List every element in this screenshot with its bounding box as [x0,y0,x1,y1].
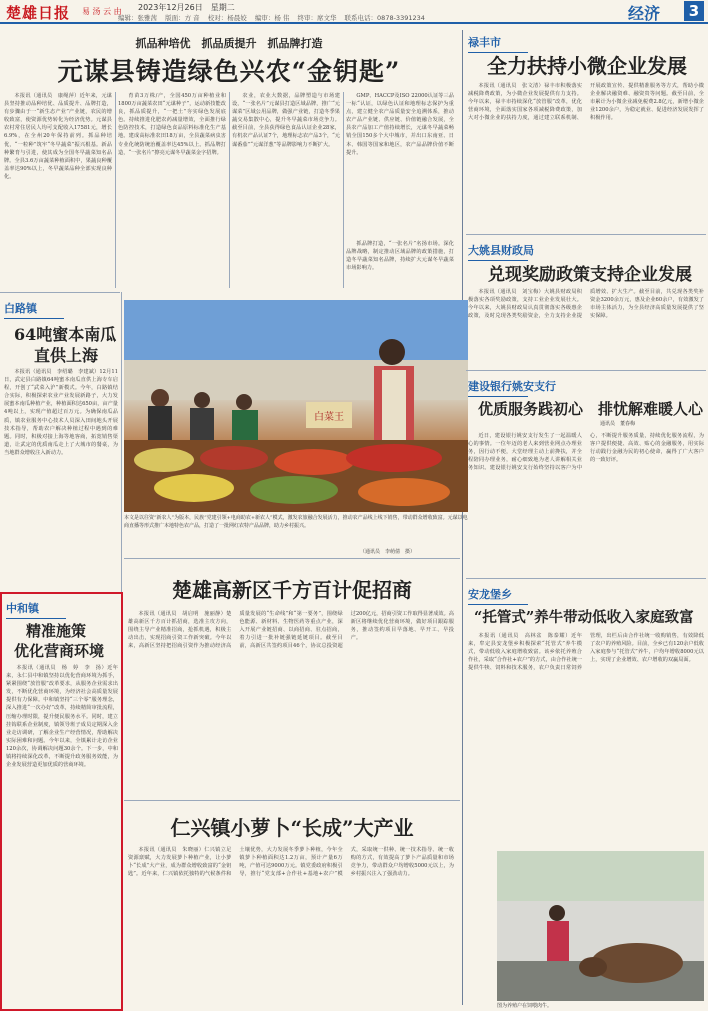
barn-roof-shape [497,851,704,901]
page-number: 3 [684,1,704,21]
logo-subtitle: 易 汤 云 由 [82,7,122,16]
story-headline-bailu-2: 直供上海 [34,346,99,365]
story-headline-gaoxin: 楚雄高新区千方百计促招商 [172,578,412,602]
main-body-col2: 育苗3万株/产，全国450万亩种植业和1800万亩蔬菜农田“元谋种子”，运动新技能改良，抓品质提升，“一把土”夯实绿色发展底色。持续推进化肥农药减量增效，全面推行绿色防控技术，打造绿色食品原料标准化生产基地。建成高标准农田18万亩，全县蔬菜病虫害专业化统防统治覆盖率达45%以上。抓品牌打造，“一张名片”擦亮元谋冬早蔬菜金字招牌。 [118,93,226,156]
main-headline: 元谋县铸造绿色兴农“金钥匙” [57,57,401,86]
produce-icon [346,444,442,472]
photo-caption: 本文是以往资“新农人”为版本，民族“党建引领+电商助农+新农人”模式，激发农旅融合发展活力，推动农产品线上线下销售，带动群众增收致富。元谋以电商直播等形式推广本地特色农产品，打造了一批网红农特产品品牌，助力乡村振兴。 [124,515,468,529]
story-body-gaoxin: 本报讯（通讯员 胡启明 施丽静）楚雄高新区千方百计抓招商，选准主攻方向，围绕主导产业精准招商，抢抓机遇，积极主动出击，实现招商引资工作新突破。今年以来，高新区坚持把招商引资作为推动经济高质量发展的“生命线”和“第一要务”，围绕绿色能源、新材料、生物医药等重点产业，深入开展产业链招商、以商招商、驻点招商，着力引进一批补链强链延链项目。截至目前，高新区共签约项目46个，协议总投资超过200亿元，招商引资工作取得显著成效。高新区将继续优化营商环境，做好项目跟踪服务，推动签约项目早落地、早开工、早投产。 [128,611,454,650]
credit-proof: 校对：杨晨姣 [207,14,247,22]
section-rule [124,558,460,559]
cattle-photo-caption: 图为养殖户在饲喂肉牛。 [497,1003,553,1009]
story-headline-anlongbao: “托管式”养牛带动低收入家庭致富 [474,609,694,626]
column-divider [229,92,230,288]
background-shape [124,360,468,400]
column-divider [343,92,344,288]
story-body-lufeng: 本报讯（通讯员 张文清）禄丰市积极落实减税降费政策，为小微企业发展提供有力支持。今年以来，禄丰市持续深化“放管服”改革，优化营商环境，全面落实国家各项减税降费政策，加大对小微企业的扶持力度，通过建立联系机制、开展政策宣传、提供精准服务等方式，帮助小微企业解决融资难、融资贵等问题。截至目前，全市累计为小微企业减免税费2.8亿元，新增小微企业1200余户，为稳定就业、促进经济发展发挥了积极作用。 [468,83,704,122]
sky-shape [124,300,468,370]
story-prefix-zhonghe: 中和镇 [6,602,39,615]
produce-icon [134,448,194,472]
main-kicker: 抓品种培优 抓品质提升 抓品牌打造 [135,37,323,50]
story-body-anlongbao-cont [468,852,494,1002]
story-body-dayao: 本报讯（通讯员 刘宝梅）大姚县财政局积极落实各项奖励政策，支持工业企业发展壮大。今年以来，大姚县财政局认真贯彻落实各级惠企政策，及时兑现各类奖励资金，全力支持企业提质增效、扩大生产。截至目前，共兑现各类奖补资金3200余万元，惠及企业60余户，有效激发了市场主体活力，为全县经济高质量发展提供了坚实保障。 [468,289,704,320]
story-headline-zhonghe-1: 精准施策 [26,622,87,640]
person-head-icon [194,392,210,408]
story-prefix-dayao: 大姚县财政局 [468,244,534,257]
story-headline-dayao: 兑现奖励政策支持企业发展 [488,265,692,285]
story-body-zhonghe: 本报讯（通讯员 杨 婷 李 扬）近年来，永仁县中和镇坚持以优化营商环境为抓手，紧紧围绕“放管服”改革要求，从服务企业需求出发，不断优化营商环境，为经济社会高质量发展提供有力保障。中和镇坚持“三个零”服务理念，深入推进“一次办好”改革，持续精简审批流程，压缩办理时限，提升便民服务水平。同时，建立挂钩联系企业制度，镇领导班子成员定期深入企业走访调研，了解企业生产经营情况，帮助解决实际困难和问题。今年以来，全镇累计走访企业120余次，协调解决问题30余个。下一步，中和镇将持续深化改革，不断提升政务服务效能，为企业发展营造更加优质的营商环境。 [6,665,118,769]
farmer-body-icon [547,921,569,961]
column-divider [115,92,116,288]
credit-review: 编审：杨 伟 [254,14,290,22]
credit-editor: 编辑：张雅茜 [118,14,157,22]
main-body-col1: 本报讯（通讯员 康绳萍）近年来，元谋县坚持推动品种培优、品质提升、品牌打造，有步骤由于一“新生态产业”产业链，农民的增收致富，使资源优势转化为经济优势。元谋县农村常住居民人均可支配收入17581元，增长6.9%，在全州20年保持前列。抓品种培优，“一粒种”筑牢“冬早蔬菜”振兴根基。新品种繁育与引进，使其成为全国冬早蔬菜知名品牌。全县3.6万亩蔬菜种植面积中，果蔬良种覆盖率达90%以上，冬早蔬菜品种全部实现良种化。 [4,93,112,180]
credit-phone: 联系电话：0878-3391234 [344,14,425,22]
story-byline-jianhang: 通讯员 董春梅 [600,421,636,427]
main-body-col3: 农业，农业大数据，品牌塑造与市场建设，“一张名片”元谋县打造区域品牌，推广“元谋菜”区域公用品牌，做强产业链，打造冬季果蔬交易集散中心，提升冬早蔬菜市场竞争力。截至目前，全县获得绿色食品认证企业28家，有机农产品认证7个，地理标志农产品3个，“元谋番茄”“元谋洋葱”等品牌影响力不断扩大。 [232,93,340,148]
person-head-icon [236,394,252,410]
story-headline-jianhang: 优质服务践初心 排忧解难暖人心 [478,400,704,418]
presenter-vest-icon [382,370,406,440]
cattle-head-icon [579,957,607,977]
section-rule [466,578,706,579]
person-head-icon [151,389,169,407]
main-body-col4b: 抓品牌打造，“一张名片”名扬市场。深化品牌战略，制定推动区域品牌的政策措施，打造冬早蔬菜知名品牌，持续扩大元谋冬早蔬菜市场影响力。 [346,241,454,272]
story-prefix-bailu: 白路镇 [4,302,37,315]
market-photo-illustration [124,300,468,512]
story-headline-lufeng: 全力扶持小微企业发展 [487,54,687,78]
story-headline-bailu-1: 64吨蜜本南瓜 [14,325,117,344]
produce-icon [358,478,450,506]
column-divider [121,292,122,592]
photo-credit: （通讯员 李萌倩 摄） [360,549,416,555]
product-sign-text: 白菜王 [314,412,344,423]
story-prefix-anlongbao: 安龙堡乡 [468,588,512,601]
newspaper-logo: 楚雄日报 [6,4,71,22]
section-rule [0,292,120,293]
cattle-photo [497,851,704,1001]
produce-icon [154,474,234,502]
credit-final: 终审：席文华 [297,14,337,22]
story-body-bailu: 本报讯（通讯员 李绍璐 李建斌）12月11日，武定县白路镇64吨蜜本南瓜直供上海专车启程，开创了“武菜入沪”新模式。今年，白路镇结合实际，积极探索农业产业发展新路子，大力发展蜜本南瓜种植产业，种植面积达650亩，亩产量4吨以上，实现产值超过百万元。为确保南瓜品质，镇农业服务中心技术人员深入田间地头开展技术指导，帮助农户解决种植过程中遇到的难题。同时，积极对接上海等地客商，拓宽销售渠道，让武定的优质南瓜走上了大城市的餐桌，为当地群众增收注入新动力。 [4,369,118,456]
section-rule [124,800,460,801]
section-rule [466,370,706,371]
section-label: 经济 [628,4,661,23]
produce-icon [250,476,338,504]
farmer-head-icon [549,905,565,921]
story-prefix-jianhang: 建设银行姚安支行 [468,380,556,393]
cattle-photo-illustration [497,851,704,1001]
presenter-head-icon [379,339,405,365]
credit-layout: 版面：方 音 [165,14,200,22]
story-headline-zhonghe-2: 优化营商环境 [14,642,105,660]
editor-credits [118,13,431,22]
masthead [0,0,708,24]
story-body-renxing: 本报讯（通讯员 朱晓丽）仁兴镇立足资源禀赋，大力发展萝卜种植产业，让小萝卜“长成”大产业，成为群众增收致富的“金钥匙”。近年来，仁兴镇依托独特的气候条件和土壤优势，大力发展冬季萝卜种植，今年全镇萝卜种植面积达1.2万亩，预计产量6万吨，产值可达9000万元。镇党委政府积极引导，推行“党支部+合作社+基地+农户”模式，采取统一供种、统一技术指导、统一收购的方式，有效提高了萝卜产品质量和市场竞争力，带动群众户均增收5000元以上，为乡村振兴注入了强劲动力。 [128,847,454,878]
story-body-jianhang: 近日，建设银行姚安支行发生了一起温暖人心的事情。一位年迈的老人来到营业网点办理业务，因行动不便，大堂经理主动上前搀扶，并全程陪同办理业务，耐心细致地为老人讲解相关业务知识。建设银行姚安支行始终坚持以客户为中心，不断提升服务质量，持续优化服务流程，为客户提供便捷、高效、贴心的金融服务，用实际行动践行金融为民的初心使命，赢得了广大客户的一致好评。 [468,433,704,472]
main-body-col4: GMP、HACCP及ISO 22000认证等三品一标“认证，以绿色认证和地理标志保护为重点，建立健全农产品质量安全追溯体系，推动农产品产业链、供应链、价值链融合发展，全县农产品加工产值持续增长，元谋冬早蔬菜畅销全国150多个大中城市，并出口东南亚、日本、韩国等国家和地区，农产品品牌价值不断提升。 [346,93,454,156]
produce-icon [200,446,268,470]
story-headline-renxing: 仁兴镇小萝卜“长成”大产业 [170,816,414,840]
story-prefix-lufeng: 禄丰市 [468,36,501,49]
story-body-anlongbao: 本报讯（通讯员 高林盆 陈泰耀）近年来，牟定县安龙堡乡积极探索“托管式”养牛模式，带动低收入家庭增收致富。该乡依托养殖合作社，采取“合作社+农户”的方式，由合作社统一提供牛犊、饲料和技术服务，农户负责日常饲养管理，出栏后由合作社统一收购销售，有效降低了农户的养殖风险。目前，全乡已有120余户低收入家庭参与“托管式”养牛，户均年增收8000元以上，实现了企业增效、农户增收的双赢局面。 [468,633,704,672]
market-photo [124,300,468,512]
section-rule [466,234,706,235]
produce-icon [274,449,354,475]
issue-date: 2023年12月26日 星期二 [138,3,235,12]
